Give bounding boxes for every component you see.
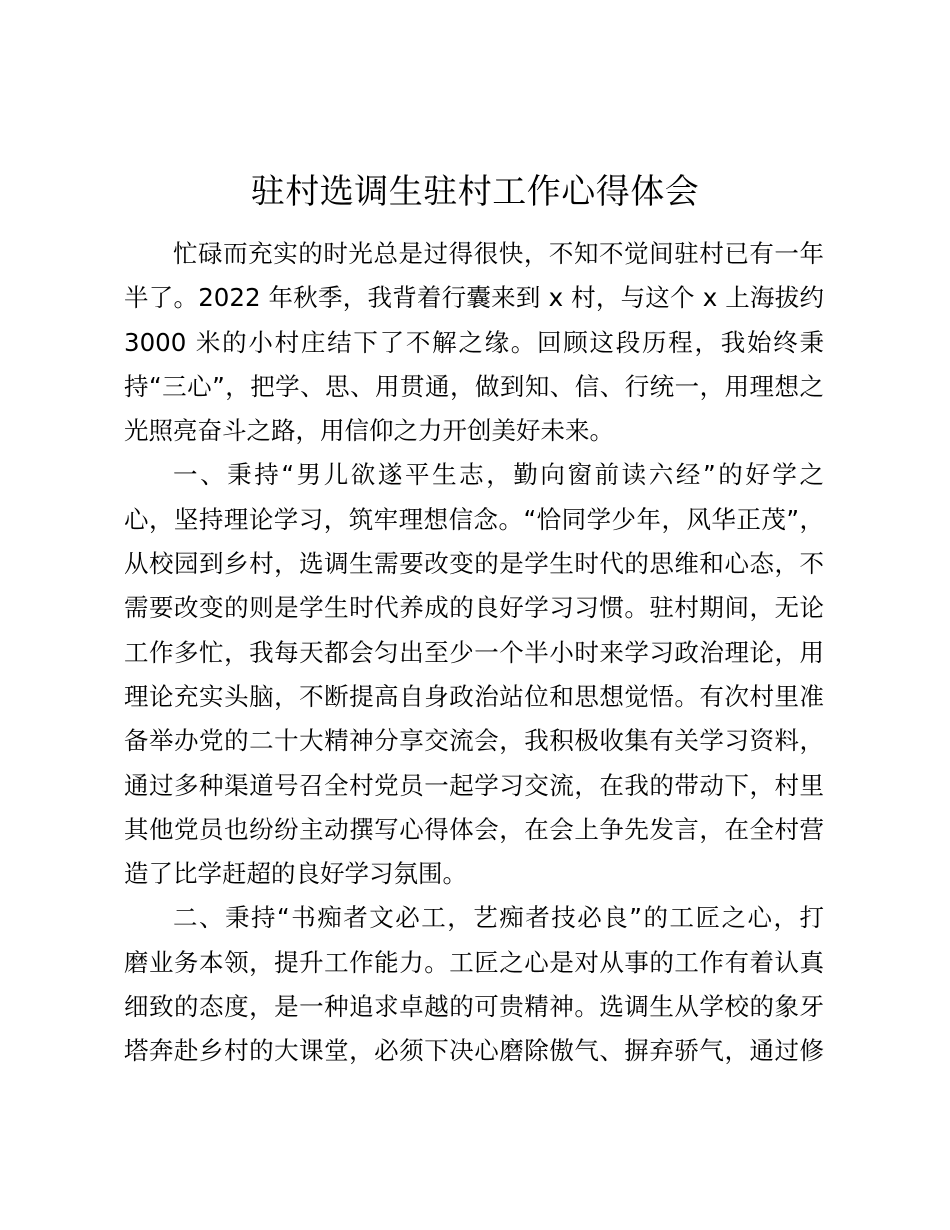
paragraph-3-line: 磨业务本领，提升工作能力。工匠之心是对从事的工作有着认真 [124, 947, 824, 977]
paragraph-2-line: 理论充实头脑，不断提高自身政治站位和思想觉悟。有次村里准 [124, 681, 824, 711]
paragraph-1-line: 持“三心”，把学、思、用贯通，做到知、信、行统一，用理想之 [124, 371, 824, 401]
paragraph-1-line: 3000 米的小村庄结下了不解之缘。回顾这段历程，我始终秉 [124, 327, 824, 357]
paragraph-1-line: 忙碌而充实的时光总是过得很快，不知不觉间驻村已有一年 [173, 239, 824, 268]
paragraph-2-line: 通过多种渠道号召全村党员一起学习交流，在我的带动下，村里 [124, 770, 824, 800]
paragraph-3-line: 细致的态度，是一种追求卓越的可贵精神。选调生从学校的象牙 [124, 992, 824, 1022]
paragraph-2-line: 其他党员也纷纷主动撰写心得体会，在会上争先发言，在全村营 [124, 814, 824, 844]
paragraph-2-line: 一、秉持“男儿欲遂平生志，勤向窗前读六经”的好学之 [173, 460, 824, 490]
paragraph-2-line: 从校园到乡村，选调生需要改变的是学生时代的思维和心态，不 [124, 549, 824, 579]
paragraph-2-line: 工作多忙，我每天都会匀出至少一个半小时来学习政治理论，用 [124, 637, 824, 667]
paragraph-2-line: 造了比学赶超的良好学习氛围。 [124, 859, 467, 889]
paragraph-1-line: 光照亮奋斗之路，用信仰之力开创美好未来。 [124, 416, 614, 446]
paragraph-2-line: 备举办党的二十大精神分享交流会，我积极收集有关学习资料， [124, 726, 824, 756]
document-title: 驻村选调生驻村工作心得体会 [250, 172, 700, 212]
paragraph-2-line: 需要改变的则是学生时代养成的良好学习习惯。驻村期间，无论 [124, 593, 824, 623]
document-body [124, 232, 824, 1074]
paragraph-2-line: 心，坚持理论学习，筑牢理想信念。“恰同学少年，风华正茂”， [124, 504, 824, 534]
paragraph-3-line: 塔奔赴乡村的大课堂，必须下决心磨除傲气、摒弃骄气，通过修 [124, 1036, 824, 1066]
paragraph-1-line: 半了。2022 年秋季，我背着行囊来到 x 村，与这个 x 上海拔约 [124, 283, 824, 313]
paragraph-3-line: 二、秉持“书痴者文必工，艺痴者技必良”的工匠之心，打 [173, 903, 824, 933]
